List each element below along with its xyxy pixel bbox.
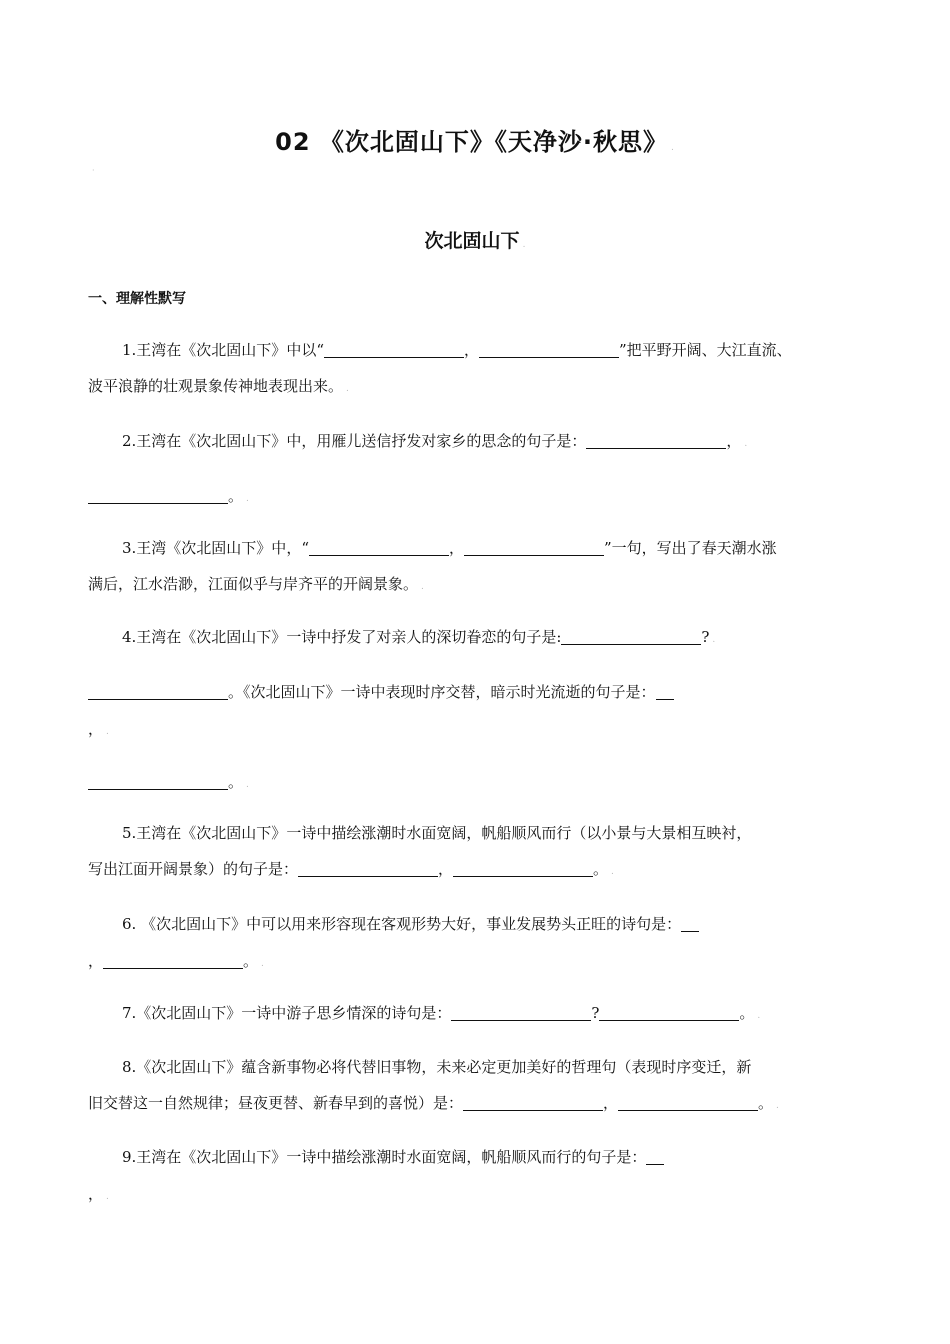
answer-blank[interactable] <box>561 629 701 645</box>
answer-blank[interactable] <box>451 1005 591 1021</box>
question-8-line-2: 旧交替这一自然规律；昼夜更替、新春早到的喜悦）是： ， 。 . <box>88 1094 779 1112</box>
answer-blank[interactable] <box>656 684 674 700</box>
question-4-line-2: 。《次北固山下》一诗中表现时序交替，暗示时光流逝的句子是： <box>88 681 868 702</box>
answer-blank[interactable] <box>463 1095 603 1111</box>
question-1-line-2: 波平浪静的壮观景象传神地表现出来。 . <box>88 377 349 395</box>
poem-heading: 次北固山下 . <box>424 230 526 252</box>
answer-blank[interactable] <box>88 488 228 504</box>
question-2-line-2: 。 . <box>88 485 868 506</box>
question-8-line-1: 8.《次北固山下》蕴含新事物必将代替旧事物，未来必定更加美好的哲理句（表现时序变迁，新 <box>122 1058 752 1076</box>
question-4-line-4: 。 . <box>88 771 868 792</box>
answer-blank[interactable] <box>599 1005 739 1021</box>
answer-blank[interactable] <box>464 540 604 556</box>
answer-blank[interactable] <box>324 342 464 358</box>
question-3-line-2: 满后，江水浩渺，江面似乎与岸齐平的开阔景象。 . <box>88 575 424 593</box>
answer-blank[interactable] <box>618 1095 758 1111</box>
section-heading: 一、理解性默写 <box>88 291 186 307</box>
question-6-line-2: ， 。 . <box>88 952 264 970</box>
answer-blank[interactable] <box>88 774 228 790</box>
question-4-line-1: 4.王湾在《次北固山下》一诗中抒发了对亲人的深切眷恋的句子是: ? . <box>122 628 716 646</box>
answer-blank[interactable] <box>88 684 228 700</box>
question-5-line-1: 5.王湾在《次北固山下》一诗中描绘涨潮时水面宽阔，帆船顺风而行（以小景与大景相互映衬， <box>122 824 752 842</box>
question-9-line-1: 9.王湾在《次北固山下》一诗中描绘涨潮时水面宽阔，帆船顺风而行的句子是： <box>122 1146 902 1167</box>
answer-blank[interactable] <box>479 342 619 358</box>
answer-blank[interactable] <box>586 433 726 449</box>
paragraph-mark: · <box>92 166 95 175</box>
answer-blank[interactable] <box>646 1149 664 1165</box>
question-3-line-1: 3.王湾《次北固山下》中，“ ， ”一句，写出了春天潮水涨 <box>122 539 777 557</box>
answer-blank[interactable] <box>309 540 449 556</box>
question-7-line-1: 7.《次北固山下》一诗中游子思乡情深的诗句是： ? 。 . <box>122 1004 761 1022</box>
question-2-line-1: 2.王湾在《次北固山下》中，用雁儿送信抒发对家乡的思念的句子是： ， . <box>122 432 748 450</box>
question-6-line-1: 6. 《次北固山下》中可以用来形容现在客观形势大好，事业发展势头正旺的诗句是： <box>122 913 902 934</box>
question-5-line-2: 写出江面开阔景象）的句子是： ， 。 . <box>88 860 614 878</box>
answer-blank[interactable] <box>681 916 699 932</box>
question-4-line-3: ， . <box>88 720 109 738</box>
answer-blank[interactable] <box>453 861 593 877</box>
question-9-line-2: ， . <box>88 1185 109 1203</box>
answer-blank[interactable] <box>103 953 243 969</box>
document-title: 02 《次北固山下》《天净沙·秋思》 . <box>275 128 675 156</box>
answer-blank[interactable] <box>298 861 438 877</box>
question-1-line-1: 1.王湾在《次北固山下》中以“ ， ”把平野开阔、大江直流、 <box>122 341 792 359</box>
